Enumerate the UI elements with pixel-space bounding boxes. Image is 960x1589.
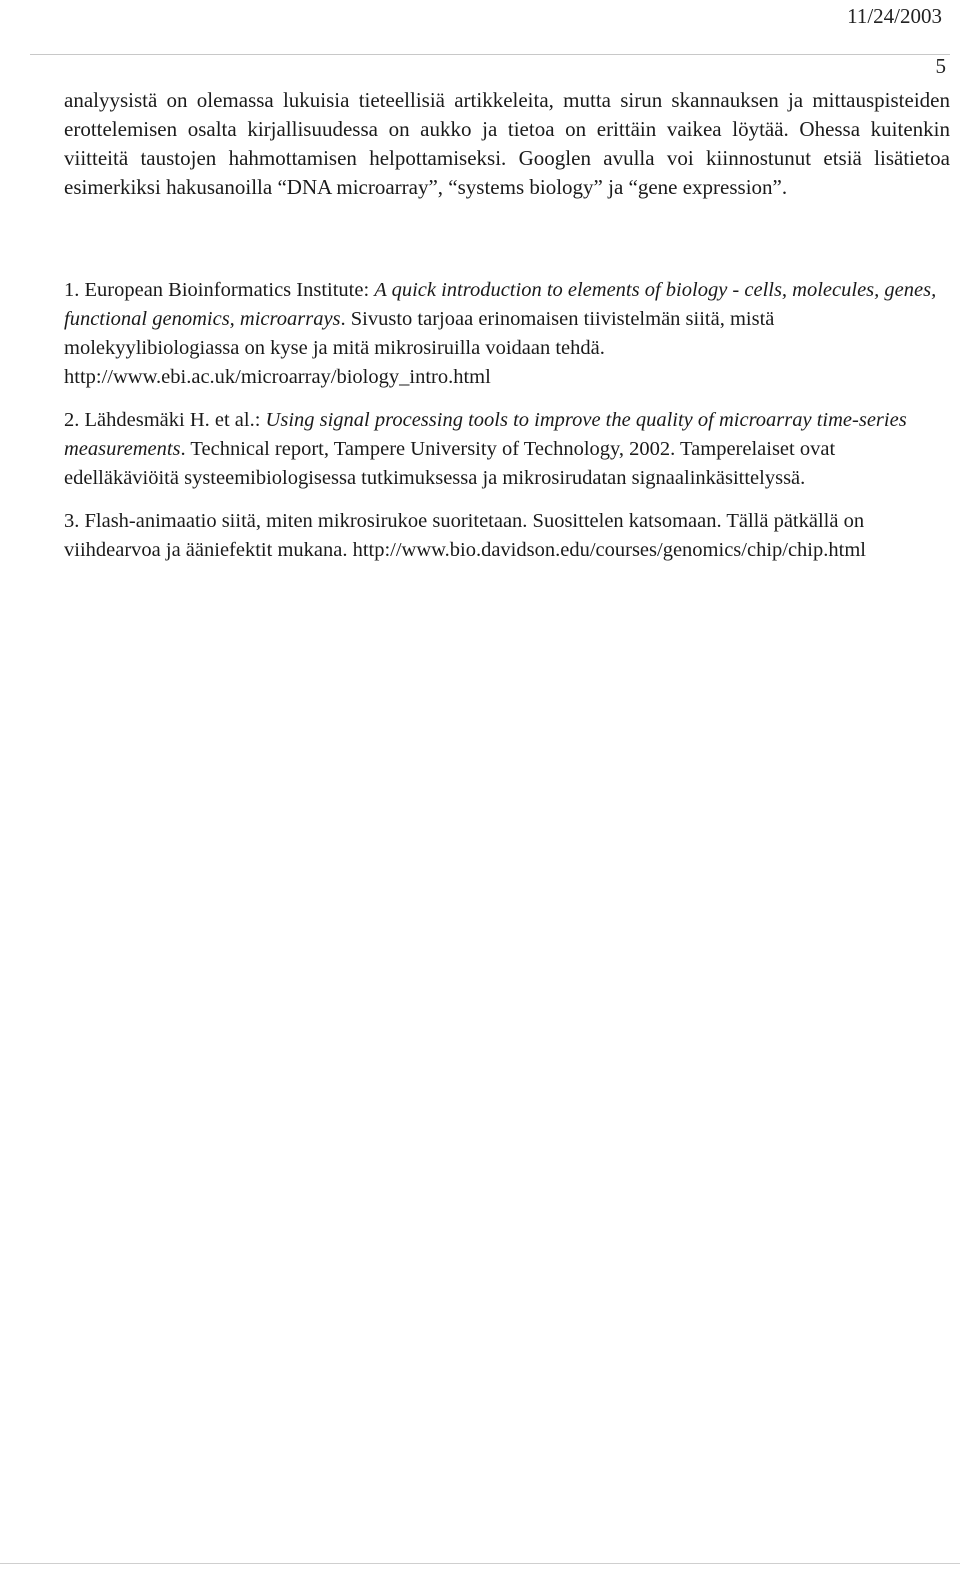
reference-item-2 bbox=[64, 406, 950, 493]
page-date: 11/24/2003 bbox=[847, 4, 942, 28]
reference-title: A quick introduction to elements of biology - cells, molecules, genes, functional genomics, microarrays bbox=[64, 279, 937, 330]
reference-number: 2. bbox=[64, 409, 80, 431]
reference-author: Lähdesmäki H. et al.: bbox=[84, 409, 266, 431]
reference-number: 1. bbox=[64, 279, 80, 301]
footer-divider bbox=[0, 1563, 960, 1564]
reference-text: . Technical report, Tampere University of Technology, 2002. Tamperelaiset ovat edelläkäviöitä systeemibiologisessa tutkimuksessa ja mikrosirudatan signaalinkäsittelyssä. bbox=[64, 438, 836, 489]
reference-item-1 bbox=[64, 276, 950, 392]
reference-author: European Bioinformatics Institute: bbox=[84, 279, 375, 301]
page-number: 5 bbox=[935, 54, 946, 78]
reference-text: Flash-animaatio siitä, miten mikrosirukoe suoritetaan. Suosittelen katsomaan. Tällä pätkällä on viihdearvoa ja ääniefektit mukana. http://www.bio.davidson.edu/courses/genomics/chip/chip.html bbox=[64, 510, 866, 561]
reference-item-3 bbox=[64, 507, 950, 565]
reference-title: Using signal processing tools to improve the quality of microarray time-series measurements bbox=[64, 409, 907, 460]
body-paragraph: analyysistä on olemassa lukuisia tieteellisiä artikkeleita, mutta sirun skannauksen ja mittauspisteiden erottelemisen osalta kirjallisuudessa on aukko ja tietoa on erittäin vaikea löytää. Ohessa kuitenkin viitteitä taustojen hahmottamisen helpottamiseksi. Googlen avulla voi kiinnostunut etsiä lisätietoa esimerkiksi hakusanoilla “DNA microarray”, “systems biology” ja “gene expression”. bbox=[64, 88, 950, 199]
header-divider bbox=[30, 54, 950, 55]
reference-number: 3. bbox=[64, 510, 80, 532]
reference-text: . Sivusto tarjoaa erinomaisen tiivistelmän siitä, mistä molekyylibiologiassa on kyse ja mitä mikrosiruilla voidaan tehdä. http://www.ebi.ac.uk/microarray/biology_intro.html bbox=[64, 308, 775, 388]
reference-list bbox=[64, 276, 950, 579]
